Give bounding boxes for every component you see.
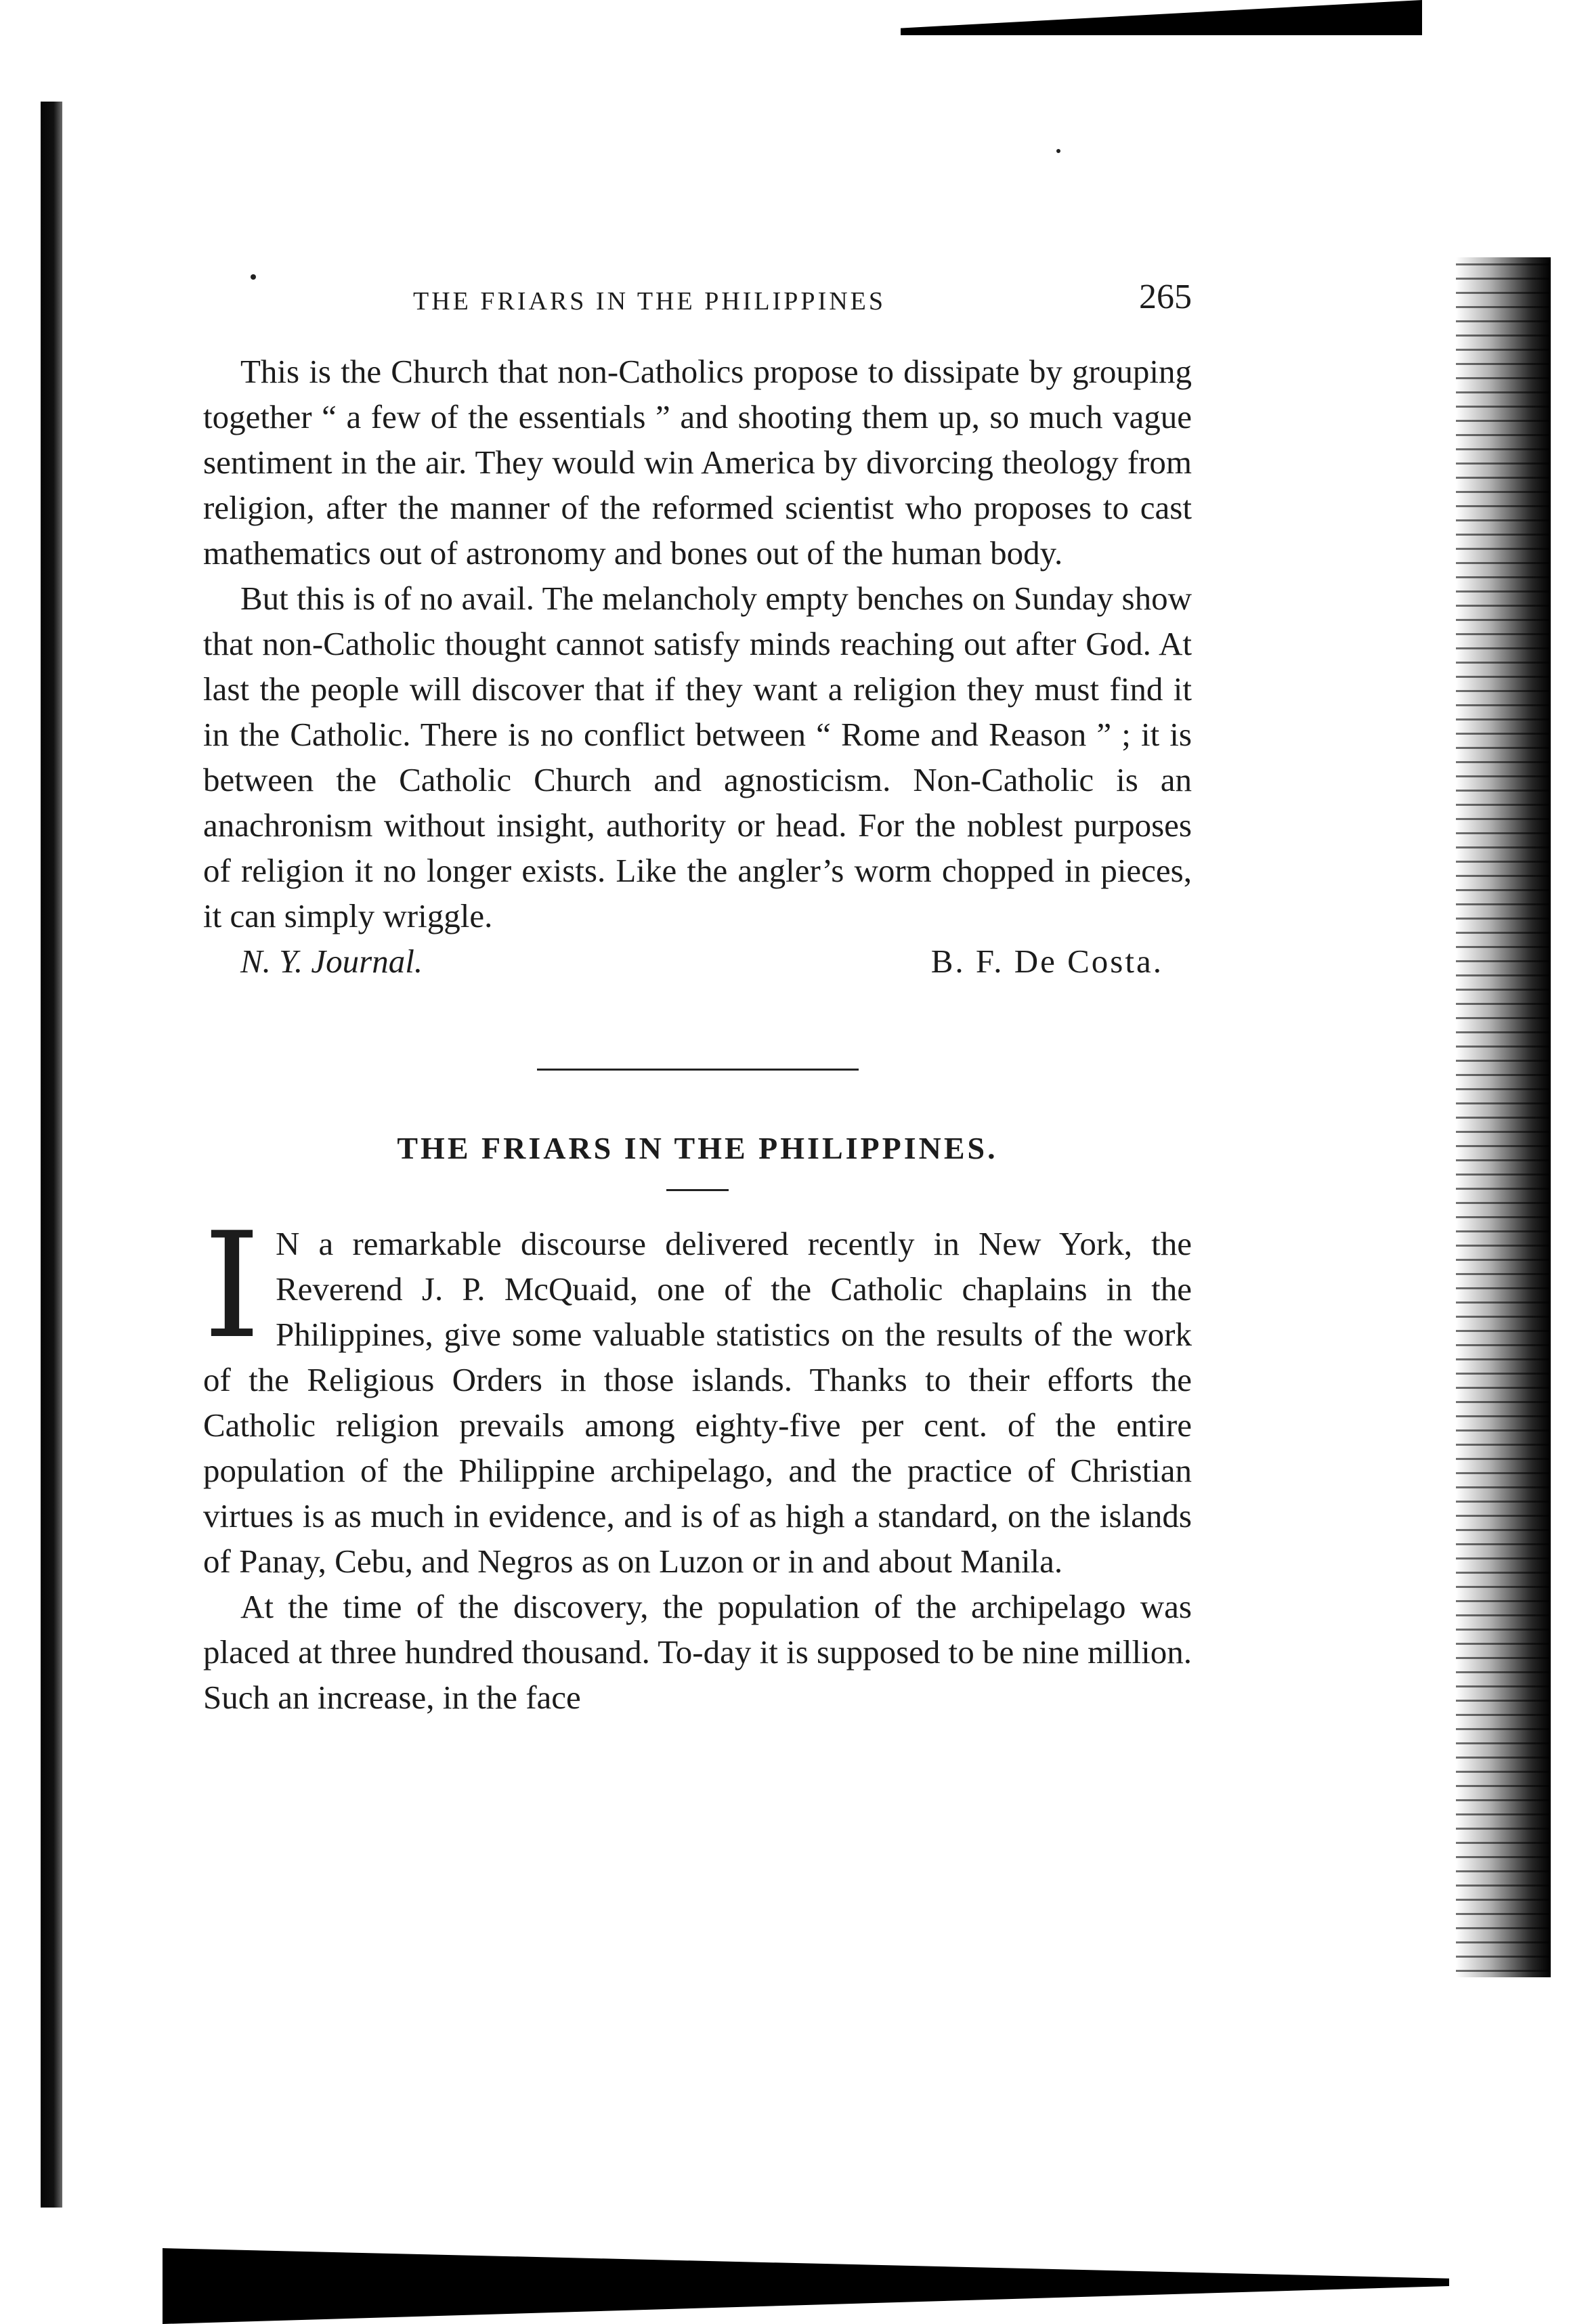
article-continued (203, 349, 1192, 984)
article-heading: THE FRIARS IN THE PHILIPPINES. (397, 1131, 998, 1165)
section-divider (537, 1069, 859, 1071)
paragraph (203, 1201, 1192, 1584)
scan-edge-left (41, 102, 62, 2208)
paragraph: But this is of no avail. The melancholy empty benches on Sunday show that non-Catholic thought cannot satisfy minds reaching out after God. At last the people will discover that if they want a religion they must find it in the Catholic. There is no conflict between “ Rome and Reason ” ; it is between the Catholic Church and agnosticism. Non-Catholic is an anachronism without insight, authority or head. For the noblest purposes of religion it no longer exists. Like the angler’s worm chopped in pieces, it can simply wriggle. (203, 580, 1192, 934)
running-title: THE FRIARS IN THE PHILIPPINES (413, 287, 886, 316)
heading-rule (666, 1189, 729, 1191)
scan-edge-bottom (163, 2248, 1449, 2324)
page-number: 265 (1139, 278, 1192, 316)
article-friars (203, 1130, 1192, 1720)
running-head (203, 267, 1192, 349)
book-page (203, 267, 1192, 1720)
scan-speck (1056, 149, 1060, 153)
paragraph: At the time of the discovery, the population of the archipelago was placed at three hundred thousand. To-day it is supposed to be nine million. Such an increase, in the face (203, 1588, 1192, 1716)
signature-line (203, 939, 1192, 984)
paragraph: This is the Church that non-Catholics propose to dissipate by grouping together “ a few of the essentials ” and shooting them up, so much vague sentiment in the air. They would win America by divorcing theology from religion, after the manner of the reformed scientist who proposes to cast mathematics out of astronomy and bones out of the human body. (203, 353, 1192, 572)
source-citation: N. Y. Journal. (240, 943, 423, 980)
paragraph-text: N a remarkable discourse delivered recently in New York, the Reverend J. P. McQuaid, one of the Catholic chaplains in the Philippines, give some valuable statistics on the results of the work of the Religious Orders in those islands. Thanks to their efforts the Catholic religion prevails among eighty-five per cent. of the entire population of the Philippine archipelago, and the practice of Christian virtues is as much in evidence, and is of as high a standard, on the islands of Panay, Cebu, and Negros as on Luzon or in and about Manila. (203, 1225, 1192, 1580)
scan-edge-right (1456, 257, 1551, 1977)
author-name: B. F. De Costa. (930, 943, 1163, 980)
scan-edge-top (901, 0, 1422, 35)
drop-cap: I (203, 1201, 261, 1371)
